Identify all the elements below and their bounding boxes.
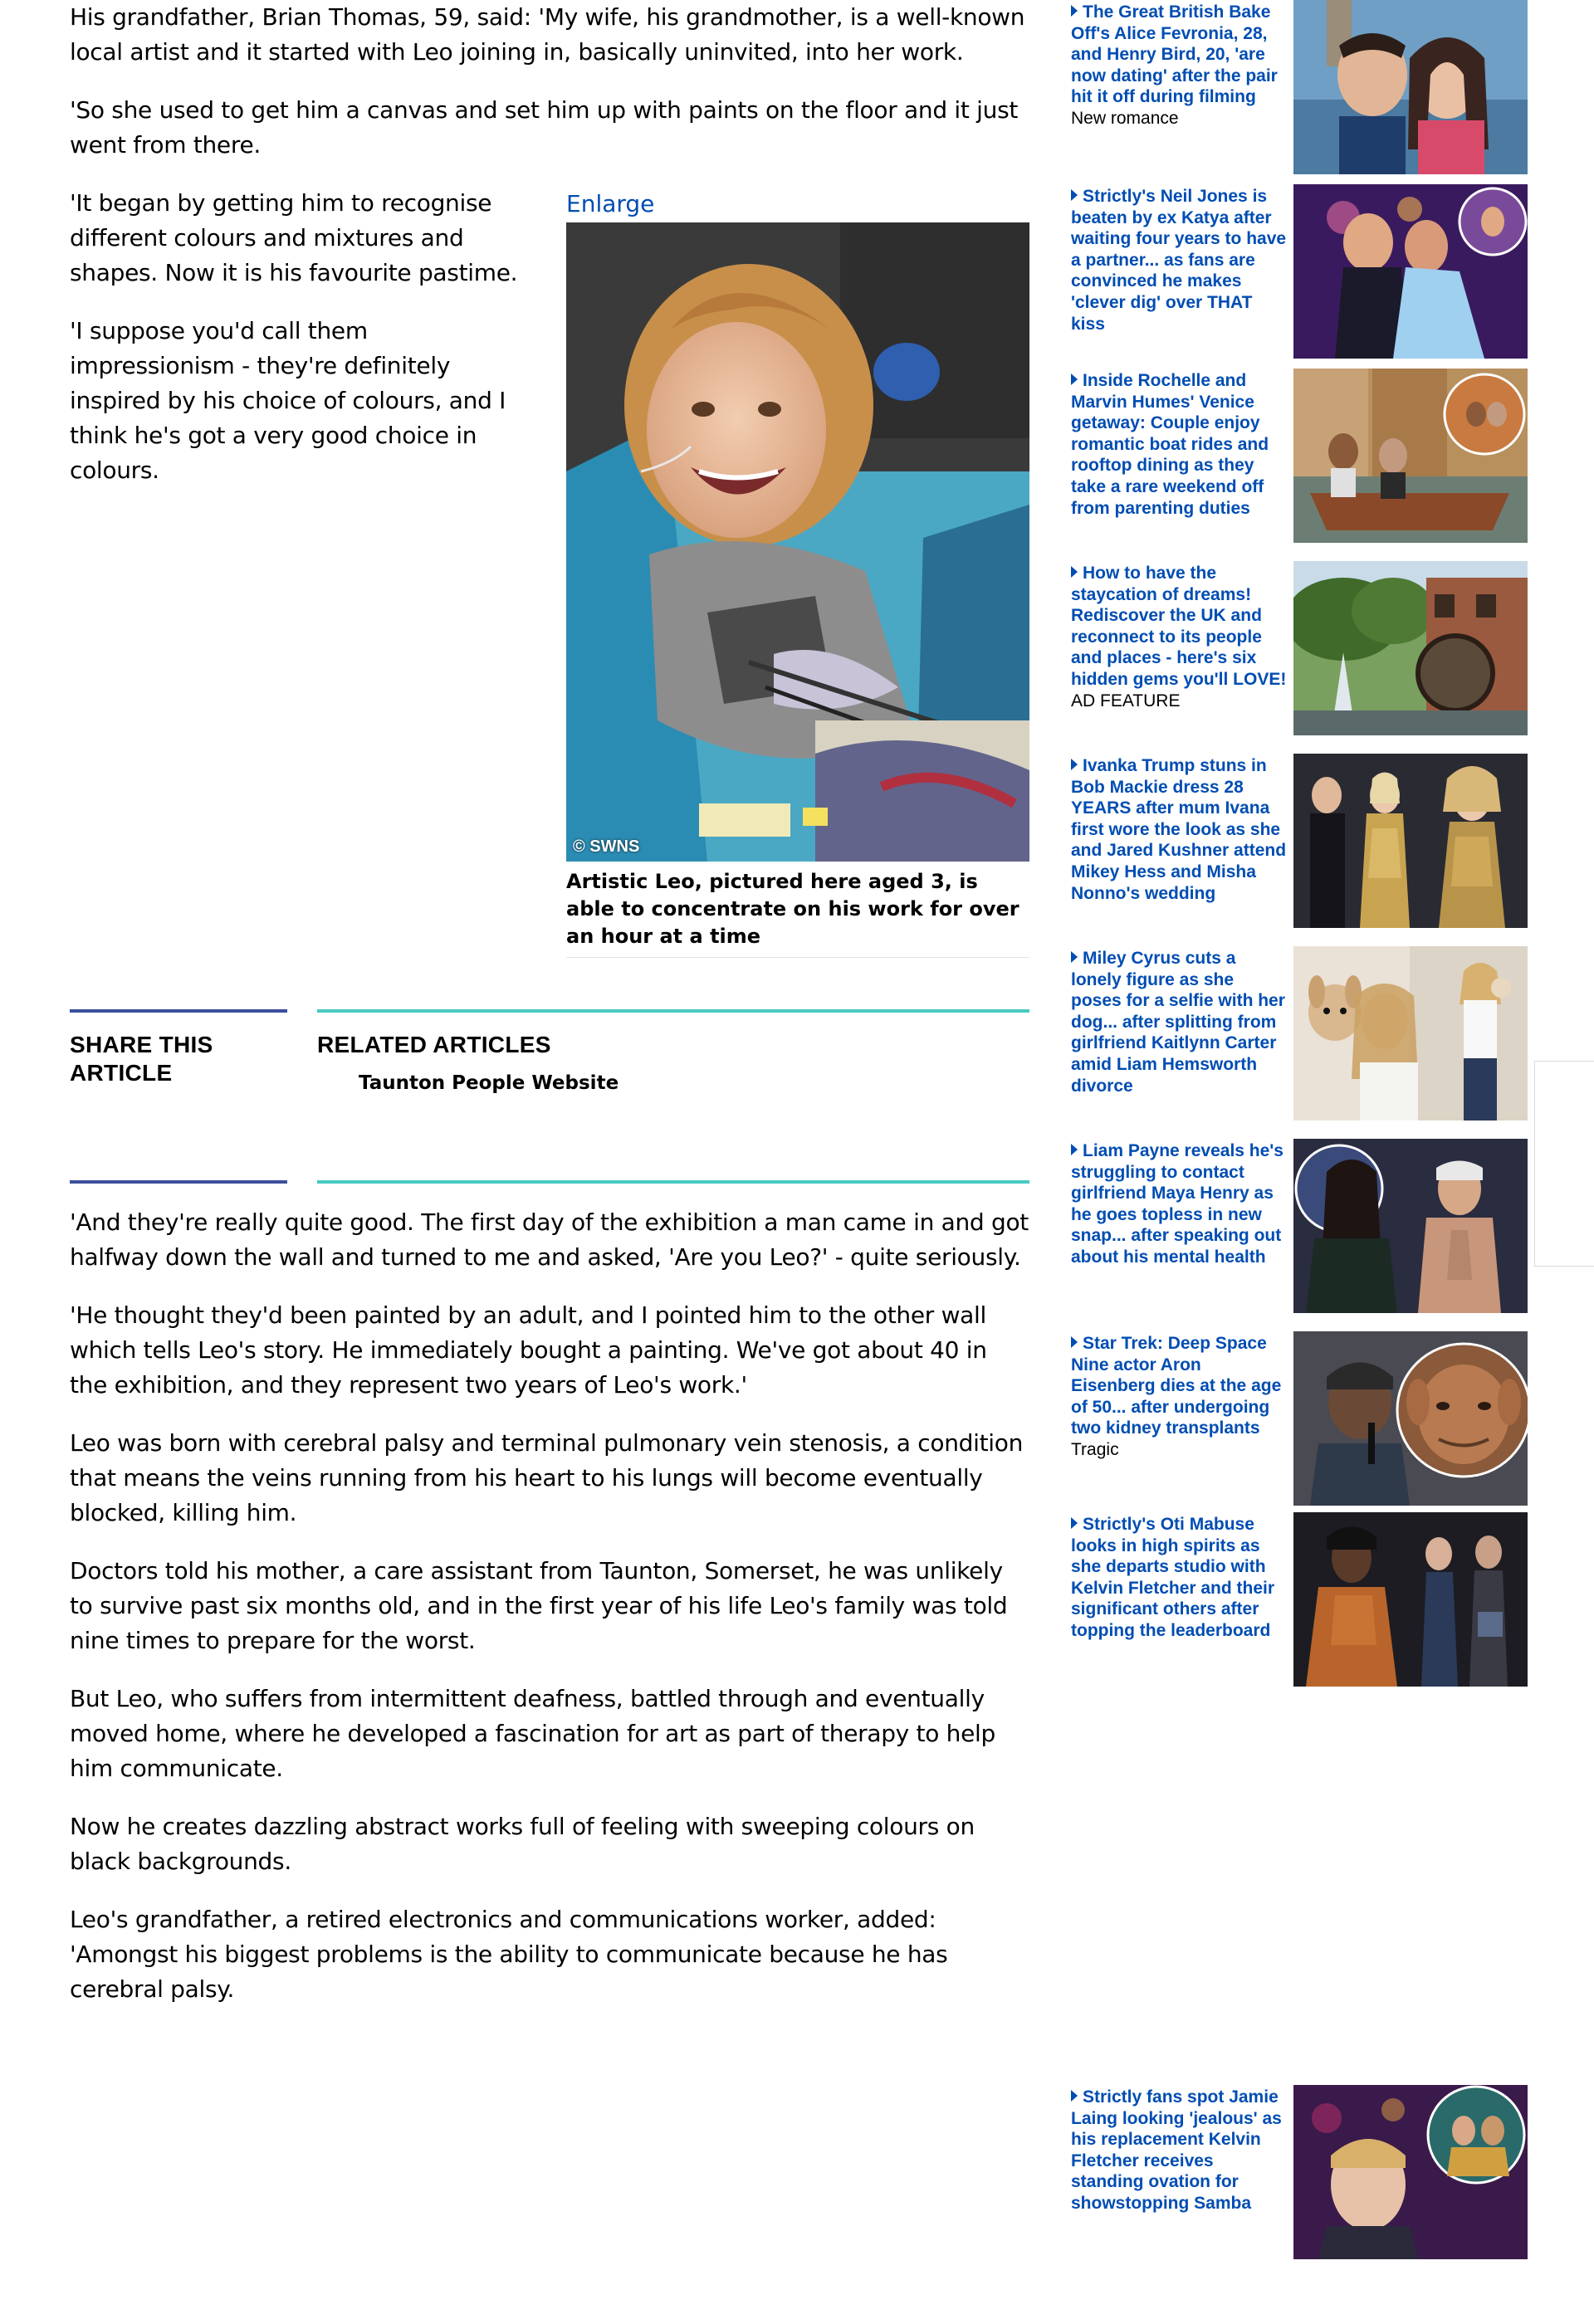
puff-headline: How to have the staycation of dreams! Rediscover the UK and reconnect to its people and places - here's six hidden gems you'll LOVE! (1071, 564, 1287, 689)
puff-headline-link[interactable] (1071, 1140, 1287, 1268)
topless-snap-thumbnail (1293, 1139, 1528, 1313)
arrow-right-icon (1071, 1336, 1078, 1348)
puff-thumbnail[interactable] (1293, 561, 1528, 735)
article-body (70, 0, 1029, 2030)
sidebar-puff[interactable] (1071, 2085, 1528, 2259)
image-caption: Artistic Leo, pictured here aged 3, is able to concentrate on his work for over an hour at a time (566, 868, 1029, 958)
selfie-with-dog-thumbnail (1293, 946, 1528, 1120)
puff-thumbnail[interactable] (1293, 2085, 1528, 2259)
puff-headline-link[interactable] (1071, 755, 1287, 904)
arrow-right-icon (1071, 1517, 1078, 1529)
puff-headline: Strictly fans spot Jamie Laing looking 'jealous' as his replacement Kelvin Fletcher receives standing ovation for showstopping Samba (1071, 2087, 1282, 2213)
sidebar-puff[interactable] (1071, 184, 1528, 359)
arrow-right-icon (1071, 951, 1078, 963)
puff-thumbnail[interactable] (1293, 946, 1528, 1120)
dance-kiss-thumbnail (1293, 184, 1528, 359)
share-this-article (70, 1009, 287, 1184)
sidebar-puff[interactable] (1071, 754, 1528, 928)
puff-headline: Miley Cyrus cuts a lonely figure as she poses for a selfie with her dog... after splitting from girlfriend Kaitlynn Carter amid Liam Hemsworth divorce (1071, 949, 1285, 1096)
related-link[interactable]: Taunton People Website (359, 1072, 619, 1094)
enlarge-link[interactable]: Enlarge (566, 190, 655, 217)
floating-side-widget[interactable] (1534, 1061, 1594, 1267)
puff-thumbnail[interactable] (1293, 184, 1528, 359)
puff-text (1071, 186, 1287, 334)
sidebar-puff[interactable] (1071, 369, 1528, 543)
paragraph: Leo was born with cerebral palsy and terminal pulmonary vein stenosis, a condition that means the veins running from his heart to his lungs will become eventually blocked, killing him. (70, 1429, 1024, 1526)
sidebar-puff[interactable] (1071, 561, 1528, 735)
photo-credit: © SWNS (573, 837, 640, 856)
puff-headline: Inside Rochelle and Marvin Humes' Venice getaway: Couple enjoy romantic boat rides and rooftop dining as they take a rare weekend off from parenting duties (1071, 371, 1269, 518)
puff-headline-link[interactable] (1071, 563, 1287, 691)
puff-text (1071, 948, 1287, 1096)
article-image-block (566, 186, 1029, 958)
sidebar-puff[interactable] (1071, 1512, 1528, 1687)
left-column-text (70, 186, 535, 511)
paragraph: 'He thought they'd been painted by an adult, and I pointed him to the other wall which tells Leo's story. He immediately bought a painting. We've got about 40 in the exhibition, and they represent two years of Leo's work.' (70, 1301, 987, 1399)
sidebar-puff[interactable] (1071, 1331, 1528, 1506)
puff-text (1071, 1514, 1287, 1642)
puff-headline: Ivanka Trump stuns in Bob Mackie dress 28 YEARS after mum Ivana first wore the look as she and Jared Kushner attend Mikey Hess and Misha Nonno's wedding (1071, 756, 1287, 903)
puff-text (1071, 1140, 1287, 1268)
puff-tag: Tragic (1071, 1439, 1119, 1459)
related-title: RELATED ARTICLES (317, 1032, 551, 1057)
article-photo[interactable] (566, 222, 1029, 862)
oti-mabuse-thumbnail (1293, 1512, 1528, 1687)
puff-headline-link[interactable] (1071, 370, 1287, 519)
puff-tag: New romance (1071, 108, 1179, 128)
gold-dress-thumbnail (1293, 754, 1528, 928)
arrow-right-icon (1071, 1144, 1078, 1155)
puff-headline: Liam Payne reveals he's struggling to contact girlfriend Maya Henry as he goes topless in new snap... after speaking out about his mental health (1071, 1141, 1284, 1267)
puff-headline: Strictly's Oti Mabuse looks in high spirits as she departs studio with Kelvin Fletcher and their significant others after topping the leaderboard (1071, 1515, 1275, 1640)
couple-selfie-thumbnail (1293, 0, 1528, 174)
venice-boat-thumbnail (1293, 369, 1528, 543)
watermill-thumbnail (1293, 561, 1528, 735)
arrow-right-icon (1071, 5, 1078, 17)
sidebar-puff[interactable] (1071, 0, 1528, 174)
puff-headline: Star Trek: Deep Space Nine actor Aron Eisenberg dies at the age of 50... after undergoing two kidney transplants (1071, 1334, 1282, 1438)
related-articles (317, 1009, 1029, 1184)
image-float-section (70, 186, 1029, 1016)
puff-thumbnail[interactable] (1293, 1512, 1528, 1687)
puff-headline: Strictly's Neil Jones is beaten by ex Katya after waiting four years to have a partner... as fans are convinced he makes 'clever dig' over THAT kiss (1071, 187, 1287, 334)
puff-thumbnail[interactable] (1293, 369, 1528, 543)
star-trek-actor-thumbnail (1293, 1331, 1528, 1506)
puff-headline-link[interactable] (1071, 2087, 1287, 2214)
arrow-right-icon (1071, 189, 1078, 201)
puff-headline-link[interactable] (1071, 2, 1287, 108)
paragraph: 'And they're really quite good. The first day of the exhibition a man came in and got halfway down the wall and turned to me and asked, 'Are you Leo?' - quite seriously. (70, 1208, 1029, 1271)
paragraph: Doctors told his mother, a care assistant from Taunton, Somerset, he was unlikely to survive past six months old, and in the first year of his life Leo's family was told nine times to prepare for the worst. (70, 1557, 1008, 1654)
paragraph: His grandfather, Brian Thomas, 59, said: 'My wife, his grandmother, is a well-known local artist and it started with Leo joining in, basically uninvited, into her work. (70, 3, 1025, 66)
paragraph: Leo's grandfather, a retired electronics and communications worker, added: 'Amongst his biggest problems is the ability to communicate because he has cerebral palsy. (70, 1906, 948, 2003)
puff-tag: AD FEATURE (1071, 691, 1181, 710)
puff-headline: The Great British Bake Off's Alice Fevronia, 28, and Henry Bird, 20, 'are now dating' after the pair hit it off during filming (1071, 2, 1278, 107)
puff-headline-link[interactable] (1071, 186, 1287, 334)
puff-headline-link[interactable] (1071, 948, 1287, 1096)
arrow-right-icon (1071, 759, 1078, 770)
arrow-right-icon (1071, 374, 1078, 385)
puff-thumbnail[interactable] (1293, 1139, 1528, 1313)
puff-thumbnail[interactable] (1293, 1331, 1528, 1506)
boy-painting-photo (566, 222, 1029, 862)
share-title: SHARE THIS ARTICLE (70, 1032, 213, 1086)
puff-text (1071, 370, 1287, 519)
puff-text (1071, 755, 1287, 904)
paragraph: 'So she used to get him a canvas and set him up with paints on the floor and it just went from there. (70, 96, 1019, 159)
paragraph: 'I suppose you'd call them impressionism - they're definitely inspired by his choice of colours, and I think he's got a very good choice in colours. (70, 317, 506, 484)
puff-headline-link[interactable] (1071, 1514, 1287, 1642)
puff-thumbnail[interactable] (1293, 754, 1528, 928)
jamie-laing-thumbnail (1293, 2085, 1528, 2259)
puff-text (1071, 2, 1287, 129)
sidebar-puff[interactable] (1071, 946, 1528, 1120)
arrow-right-icon (1071, 566, 1078, 578)
arrow-right-icon (1071, 2090, 1078, 2102)
puff-text (1071, 563, 1287, 711)
paragraph: Now he creates dazzling abstract works full of feeling with sweeping colours on black backgrounds. (70, 1813, 975, 1875)
puff-text (1071, 1333, 1287, 1460)
sidebar-puff[interactable] (1071, 1139, 1528, 1313)
puff-headline-link[interactable] (1071, 1333, 1287, 1439)
puff-thumbnail[interactable] (1293, 0, 1528, 174)
share-related-section (70, 1009, 1029, 1184)
paragraph: 'It began by getting him to recognise different colours and mixtures and shapes. Now it is his favourite pastime. (70, 189, 518, 286)
paragraph: But Leo, who suffers from intermittent deafness, battled through and eventually moved home, where he developed a fascination for art as part of therapy to help him communicate. (70, 1685, 995, 1782)
puff-text (1071, 2087, 1287, 2214)
